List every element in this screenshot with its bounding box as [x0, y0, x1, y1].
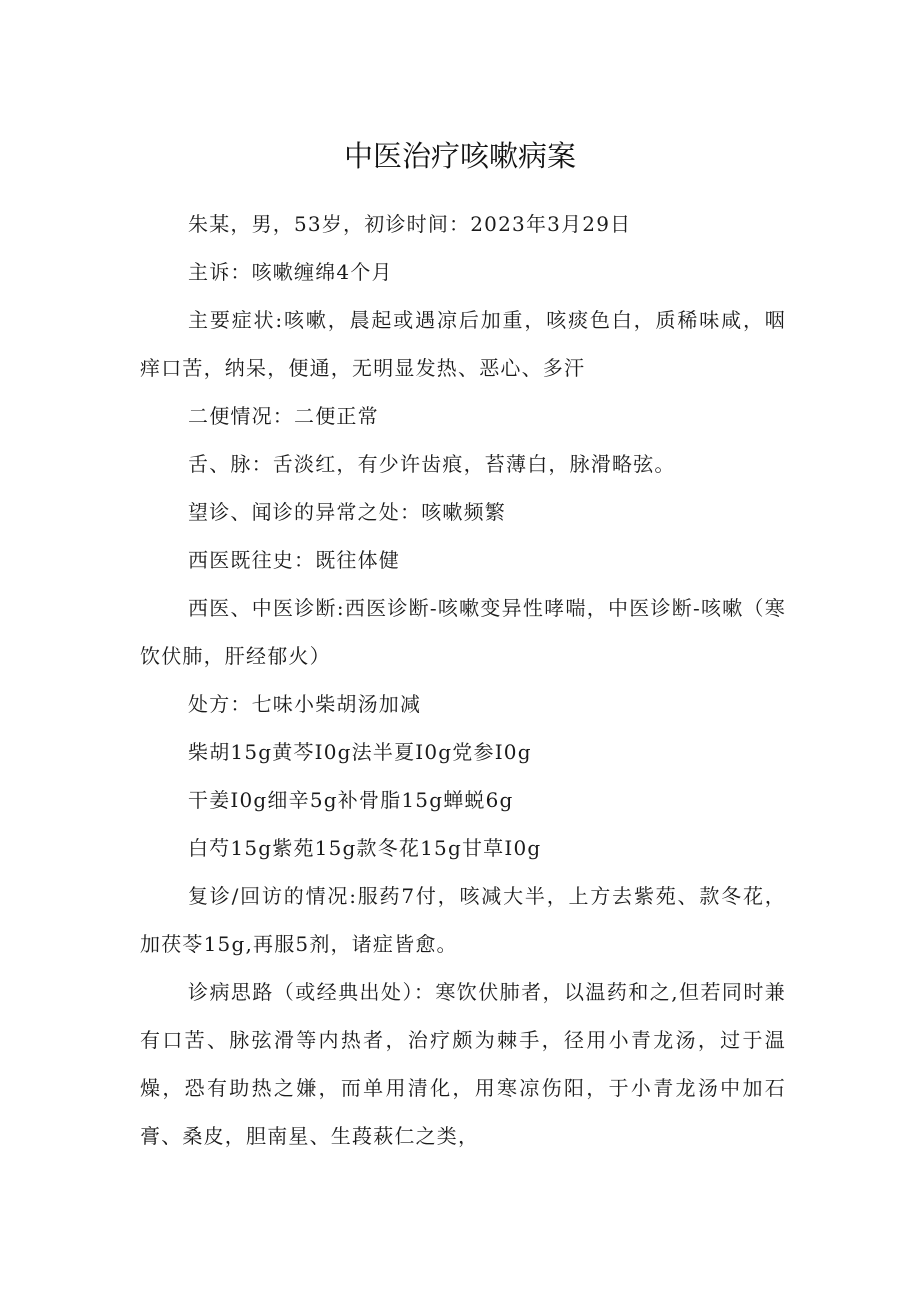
herb-line-paragraph: 柴胡15g黄芩I0g法半夏I0g党参I0g: [188, 740, 532, 764]
follow-up-paragraph: 复诊/回访的情况:服药7付，咳减大半，上方去紫苑、款冬花，加茯苓15g,再服5剂，诸症皆愈。: [140, 884, 786, 956]
diagnostic-reasoning-paragraph: 诊病思路（或经典出处）：寒饮伏肺者，以温药和之,但若同时兼有口苦、脉弦滑等内热者，治疗颇为棘手，径用小青龙汤，过于温燥，恐有助热之嫌，而单用清化，用寒凉伤阳，于小青龙汤中加石膏、桑皮，胆南星、生葮萩仁之类，: [140, 980, 786, 1148]
main-symptoms-paragraph: 主要症状:咳嗽，晨起或遇凉后加重，咳痰色白，质稀味咸，咽痒口苦，纳呆，便通，无明显发热、恶心、多汗: [140, 308, 786, 380]
patient-info-paragraph: 朱某，男，53岁，初诊时间：2023年3月29日: [188, 212, 632, 236]
medical-history-paragraph: 西医既往史：既往体健: [188, 548, 400, 572]
tongue-pulse-paragraph: 舌、脉：舌淡红，有少许齿痕，苔薄白，脉滑略弦。: [188, 452, 676, 476]
chief-complaint-paragraph: 主诉：咳嗽缠绵4个月: [188, 260, 393, 284]
diagnosis-paragraph: 西医、中医诊断:西医诊断-咳嗽变异性哮喘，中医诊断-咳嗽（寒饮伏肺，肝经郁火）: [140, 596, 786, 668]
herb-line-paragraph: 白芍15g紫苑15g款冬花15g甘草I0g: [188, 836, 542, 860]
document-title: 中医治疗咳嗽病案: [343, 139, 576, 173]
inspection-paragraph: 望诊、闻诊的异常之处：咳嗽频繁: [188, 500, 506, 524]
document-body: [140, 200, 786, 1160]
prescription-paragraph: 处方：七味小柴胡汤加减: [188, 692, 422, 716]
herb-line-paragraph: 干姜I0g细辛5g补骨脂15g蝉蜕6g: [188, 788, 514, 812]
bowel-urine-paragraph: 二便情况：二便正常: [188, 404, 379, 428]
